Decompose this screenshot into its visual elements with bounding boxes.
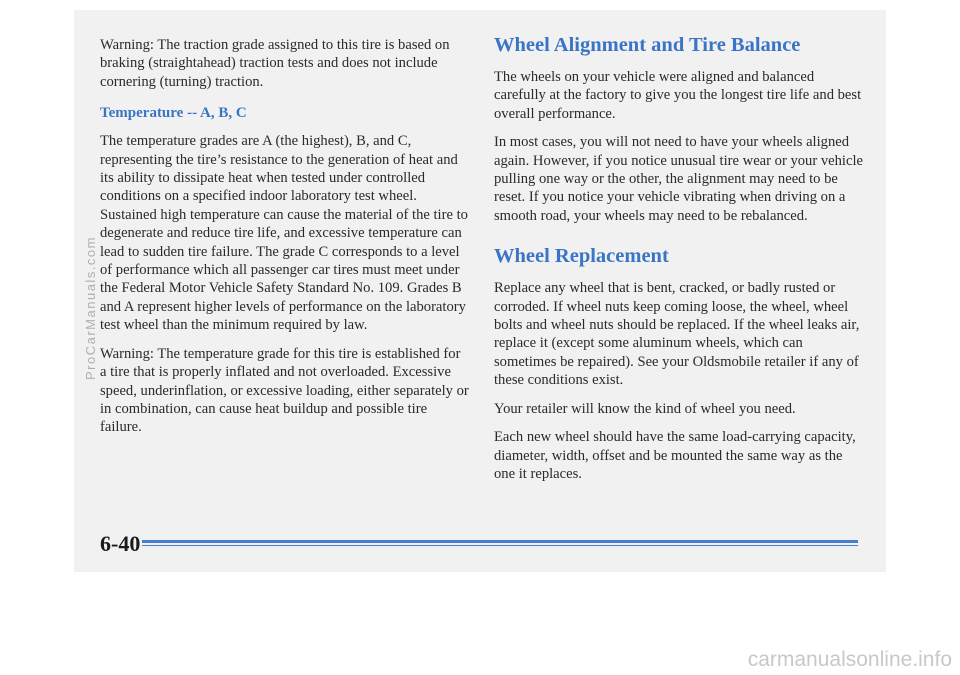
bottom-watermark: carmanualsonline.info (747, 648, 952, 671)
wheel-replacement-heading: Wheel Replacement (494, 245, 669, 268)
wheel-alignment-heading: Wheel Alignment and Tire Balance (494, 34, 801, 56)
traction-warning-paragraph: Warning: The traction grade assigned to this tire is based on braking (straightahead) traction tests and does not include cornering (turning) traction. (100, 37, 450, 90)
new-wheel-paragraph: Each new wheel should have the same load-carrying capacity, diameter, width, offset and be mounted the same way as the one it replaces. (494, 429, 856, 482)
temperature-grades-paragraph: The temperature grades are A (the highest), B, and C, representing the tire’s resistance to the generation of heat and its ability to dissipate heat when tested under controlled conditions on a specified indoor laboratory test wheel. Sustained high temperature can cause the material of the tire to degenerate and reduce tire life, and excessive temperature can lead to sudden tire failure. The grade C corresponds to a level of performance which all passenger car tires must meet under the Federal Motor Vehicle Safety Standard No. 109. Grades B and A represent higher levels of performance on the laboratory test wheel than the minimum required by law. (100, 133, 468, 334)
footer-rule (142, 540, 858, 548)
page-number: 6-40 (100, 531, 141, 556)
footer-rule-thin (142, 545, 858, 546)
alignment-intro-paragraph: The wheels on your vehicle were aligned and balanced carefully at the factory to give you the longest tire life and best overall performance. (494, 69, 862, 122)
footer-rule-thick (142, 540, 858, 543)
right-column (494, 32, 864, 493)
side-watermark: ProCarManuals.com (83, 236, 98, 380)
left-column (100, 36, 470, 447)
temperature-warning-paragraph: Warning: The temperature grade for this tire is established for a tire that is properly inflated and not overloaded. Excessive speed, underinflation, or excessive loading, either separately or in combination, can cause heat buildup and possible tire failure. (100, 345, 469, 436)
retailer-paragraph: Your retailer will know the kind of wheel you need. (494, 400, 796, 417)
temperature-subheading: Temperature -- A, B, C (100, 105, 247, 122)
alignment-reset-paragraph: In most cases, you will not need to have your wheels aligned again. However, if you notice unusual tire wear or your vehicle pulling one way or the other, the alignment may need to be reset. If you notice your vehicle vibrating when driving on a smooth road, your wheels may need to be rebalanced. (494, 134, 863, 224)
replace-wheel-paragraph: Replace any wheel that is bent, cracked, or badly rusted or corroded. If wheel nuts keep coming loose, the wheel, wheel bolts and wheel nuts should be replaced. If the wheel leaks air, replace it (except some aluminum wheels, which can sometimes be repaired). See your Oldsmobile retailer if any of these conditions exist. (494, 280, 860, 389)
